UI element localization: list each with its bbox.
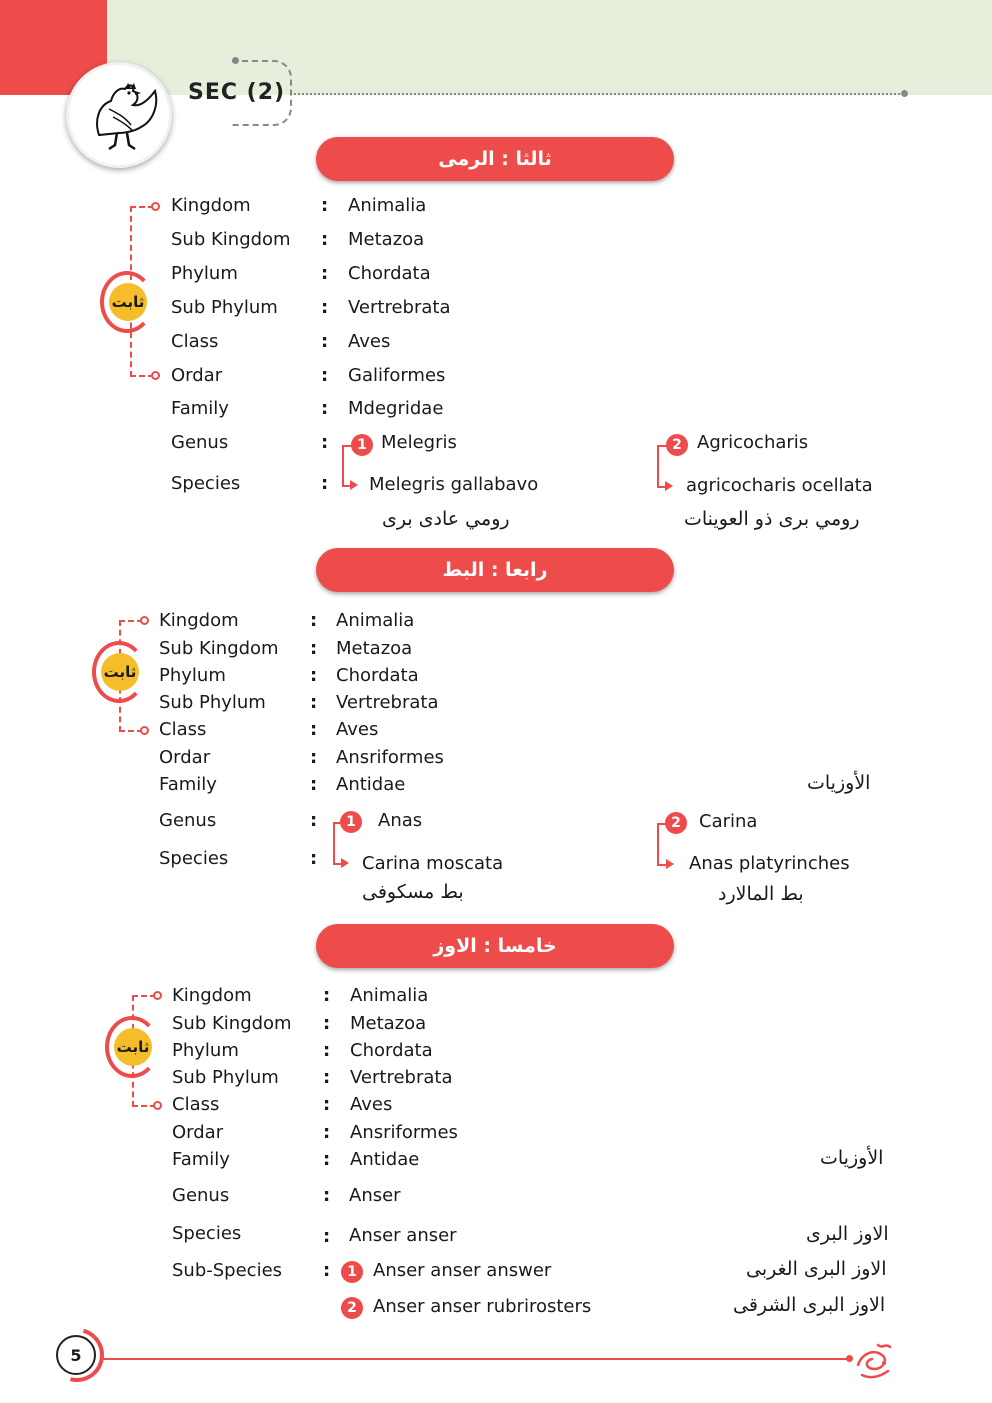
arabic-common-name: رومي برى ذو العوينات: [684, 508, 860, 530]
number-badge: 2: [341, 1297, 363, 1319]
colon: :: [310, 719, 318, 740]
footer-line: [102, 1358, 850, 1360]
row-value: Chordata: [350, 1040, 433, 1061]
row-value: Chordata: [348, 263, 431, 284]
row-value: Vertrebrata: [350, 1067, 453, 1088]
subspecies-value: Anser anser rubrirosters: [373, 1296, 592, 1317]
row-label: Phylum: [171, 263, 238, 284]
arabic-common-name: الاوز البرى الغربى: [746, 1258, 887, 1280]
bracket-top-dot: [140, 616, 149, 625]
subspecies-value: Anser anser answer: [373, 1260, 552, 1281]
arabic-common-name: الاوز البرى: [806, 1223, 889, 1245]
subspecies-label: Sub-Species: [172, 1260, 283, 1281]
arrow-line: [657, 864, 666, 866]
bracket-dot: [232, 57, 239, 64]
row-label: Family: [171, 398, 229, 419]
arrow-line: [342, 445, 344, 485]
row-value: Ansriformes: [350, 1122, 458, 1143]
arrow-head-icon: [341, 858, 349, 868]
colon: :: [323, 1260, 331, 1281]
genus-value: Carina: [699, 811, 758, 832]
arrow-line: [333, 822, 342, 824]
colon: :: [321, 297, 329, 318]
number-badge: 1: [341, 1261, 363, 1283]
colon: :: [310, 810, 318, 831]
row-label: Class: [171, 331, 219, 352]
species-value: agricocharis ocellata: [686, 475, 873, 496]
arabic-common-name: بط مسكوفى: [362, 881, 464, 903]
arabic-common-name: الاوز البرى الشرقى: [733, 1294, 886, 1316]
species-value: Carina moscata: [362, 853, 504, 874]
arrow-line: [657, 486, 665, 488]
row-label: Family: [159, 774, 217, 795]
arrow-line: [333, 863, 341, 865]
colon: :: [310, 610, 318, 631]
colon: :: [323, 985, 331, 1006]
bracket-bottom-dot: [153, 1101, 162, 1110]
species-value: Anas platyrinches: [689, 853, 850, 874]
genus-label: Genus: [171, 432, 229, 453]
row-value: Aves: [336, 719, 379, 740]
species-label: Species: [171, 473, 241, 494]
row-value: Ansriformes: [336, 747, 444, 768]
arrow-line: [342, 485, 350, 487]
section5-title: خامسا : الاوز: [316, 924, 674, 968]
bracket-bottom-dot: [140, 726, 149, 735]
colon: :: [321, 331, 329, 352]
colon: :: [323, 1185, 331, 1206]
bracket-top-dot: [151, 202, 160, 211]
species-value: Melegris gallabavo: [369, 474, 539, 495]
colon: :: [321, 473, 329, 494]
row-label: Sub Kingdom: [172, 1013, 292, 1034]
row-value: Animalia: [336, 610, 415, 631]
colon: :: [323, 1094, 331, 1115]
rooster-icon: [69, 65, 169, 165]
colon: :: [323, 1013, 331, 1034]
species-label: Species: [172, 1223, 242, 1244]
row-label: Sub Kingdom: [171, 229, 291, 250]
colon: :: [310, 848, 318, 869]
row-label: Sub Phylum: [159, 692, 266, 713]
genus-value: Agricocharis: [697, 432, 809, 453]
row-value: Aves: [348, 331, 391, 352]
row-label: Sub Phylum: [171, 297, 278, 318]
row-label: Class: [172, 1094, 220, 1115]
colon: :: [323, 1040, 331, 1061]
section-label: SEC (2): [188, 80, 286, 105]
arrow-head-icon: [666, 859, 674, 869]
arrow-line: [657, 445, 667, 447]
row-value: Vertrebrata: [348, 297, 451, 318]
colon: :: [310, 638, 318, 659]
family-note: الأوزيات: [820, 1147, 884, 1169]
arrow-line: [657, 445, 659, 486]
page-number: 5: [56, 1335, 96, 1375]
row-value: Antidae: [336, 774, 406, 795]
arrow-line: [657, 823, 666, 825]
colon: :: [323, 1226, 331, 1247]
number-badge: 2: [665, 812, 687, 834]
row-value: Aves: [350, 1094, 393, 1115]
arrow-head-icon: [350, 480, 358, 490]
arabic-common-name: بط المالارد: [718, 883, 804, 905]
fixed-badge: ثابت: [109, 283, 147, 321]
arrow-line: [657, 823, 659, 864]
colon: :: [321, 195, 329, 216]
row-label: Kingdom: [159, 610, 239, 631]
colon: :: [321, 229, 329, 250]
row-value: Metazoa: [336, 638, 413, 659]
family-note: الأوزيات: [807, 772, 871, 794]
number-badge: 2: [666, 434, 688, 456]
arrow-line: [342, 445, 352, 447]
bracket-bottom-dot: [151, 371, 160, 380]
colon: :: [321, 263, 329, 284]
genus-value: Melegris: [381, 432, 457, 453]
arrow-head-icon: [665, 481, 673, 491]
bracket-top-dot: [153, 991, 162, 1000]
signature-logo-icon: [852, 1335, 896, 1383]
colon: :: [323, 1149, 331, 1170]
section4-title: رابعا : البط: [316, 548, 674, 592]
row-label: Phylum: [159, 665, 226, 686]
colon: :: [321, 432, 329, 453]
row-label: Class: [159, 719, 207, 740]
colon: :: [323, 1067, 331, 1088]
row-label: Sub Kingdom: [159, 638, 279, 659]
colon: :: [310, 747, 318, 768]
genus-value: Anas: [378, 810, 423, 831]
row-label: Sub Phylum: [172, 1067, 279, 1088]
colon: :: [321, 398, 329, 419]
section3-title: ثالثا : الرمى: [316, 137, 674, 181]
species-value: Anser anser: [349, 1225, 457, 1246]
row-value: Animalia: [348, 195, 427, 216]
genus-value: Anser: [349, 1185, 401, 1206]
arrow-line: [333, 822, 335, 863]
row-value: Metazoa: [350, 1013, 427, 1034]
number-badge: 1: [340, 811, 362, 833]
sec-divider-line: [294, 93, 904, 95]
row-value: Metazoa: [348, 229, 425, 250]
number-badge: 1: [351, 434, 373, 456]
row-label: Kingdom: [171, 195, 251, 216]
row-value: Galiformes: [348, 365, 446, 386]
fixed-badge: ثابت: [101, 653, 139, 691]
colon: :: [310, 665, 318, 686]
row-value: Chordata: [336, 665, 419, 686]
row-label: Phylum: [172, 1040, 239, 1061]
row-label: Ordar: [172, 1122, 224, 1143]
species-label: Species: [159, 848, 229, 869]
row-value: Mdegridae: [348, 398, 444, 419]
colon: :: [310, 774, 318, 795]
row-value: Vertrebrata: [336, 692, 439, 713]
colon: :: [310, 692, 318, 713]
colon: :: [323, 1122, 331, 1143]
rooster-logo: [66, 62, 172, 168]
arabic-common-name: رومي عادى برى: [382, 508, 510, 530]
genus-label: Genus: [172, 1185, 230, 1206]
row-label: Ordar: [159, 747, 211, 768]
row-value: Antidae: [350, 1149, 420, 1170]
line-end-dot: [901, 90, 908, 97]
row-label: Ordar: [171, 365, 223, 386]
row-value: Animalia: [350, 985, 429, 1006]
colon: :: [321, 365, 329, 386]
fixed-badge: ثابت: [114, 1028, 152, 1066]
row-label: Family: [172, 1149, 230, 1170]
row-label: Kingdom: [172, 985, 252, 1006]
genus-label: Genus: [159, 810, 217, 831]
